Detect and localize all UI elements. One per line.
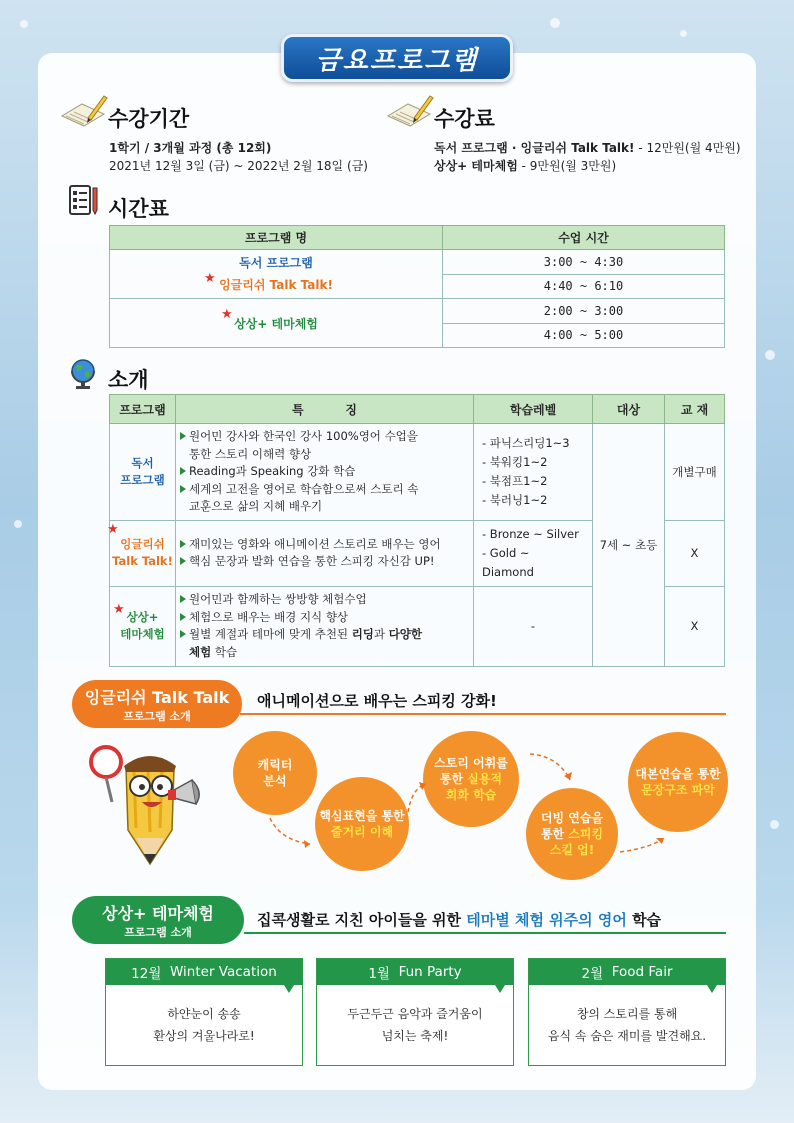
fee-line1-program: 독서 프로그램 · 잉글리쉬 Talk Talk!: [434, 141, 635, 155]
talk-headline: 애니메이션으로 배우는 스피킹 강화!: [257, 692, 497, 710]
feature-text: 학습: [211, 644, 238, 659]
feature-item: [180, 498, 469, 516]
intro-book-theme: X: [665, 586, 725, 666]
intro-col-features: 특 징: [176, 395, 474, 424]
theme-headline-highlight: 테마별 체험 위주의 영어: [466, 911, 627, 929]
schedule-time: 4:40 ~ 6:10: [443, 274, 725, 299]
card-line: 환상의 겨울나라로!: [153, 1029, 255, 1043]
fee-line2: [434, 157, 616, 174]
feature-item: [180, 591, 469, 609]
step-text: 분석: [263, 774, 287, 788]
talk-pill-sub: 프로그램 소개: [123, 709, 191, 723]
fee-line1-price: - 12만원(월 4만원): [634, 141, 741, 155]
talk-headline-underline: [240, 713, 726, 715]
card-month: 1월: [368, 966, 390, 982]
theme-card-january: [316, 958, 514, 1066]
card-body: [529, 985, 725, 1047]
globe-icon: [68, 357, 100, 391]
fee-line1: [434, 139, 741, 156]
period-line2: 2021년 12월 3일 (금) ~ 2022년 2월 18일 (금): [109, 159, 368, 173]
period-line1: 1학기 / 3개월 과정 (총 12회): [109, 141, 272, 155]
card-header: [317, 959, 513, 985]
schedule-program-cell: [110, 250, 443, 299]
intro-program-theme: [110, 586, 176, 666]
intro-level-theme: -: [474, 586, 593, 666]
step-text: 통한: [439, 772, 468, 786]
card-line: 하얀눈이 송송: [167, 1007, 241, 1021]
card-line: 넘치는 축제!: [381, 1029, 449, 1043]
step-text-highlight: 스피킹: [568, 827, 604, 841]
level-item: - 북워킹1~2: [482, 454, 548, 469]
intro-program-theme-l2: 테마체험: [120, 627, 165, 641]
feature-text: 세계의 고전을 영어로 학습함으로써 스토리 속: [189, 481, 419, 496]
step-text-highlight: 실용적: [467, 772, 503, 786]
intro-level-reading: [474, 424, 593, 521]
fee-heading: 수강료: [434, 107, 495, 131]
pencil-mascot-icon: [86, 740, 220, 868]
feature-text-bold: 리딩: [351, 627, 374, 641]
feature-item: [180, 553, 469, 571]
theme-pill-title: 상상+ 테마체험: [102, 903, 214, 923]
intro-features-theme: [176, 586, 474, 666]
schedule-col-program: 프로그램 명: [110, 226, 443, 250]
schedule-program-theme: [110, 299, 443, 348]
intro-col-target: 대상: [593, 395, 665, 424]
step-text: 더빙 연습을: [540, 811, 604, 825]
level-item: - Gold ~ Diamond: [482, 545, 534, 579]
step-text: 스토리 어휘를: [434, 756, 508, 770]
page-title: 금요프로그램: [281, 34, 513, 82]
card-month: 12월: [131, 966, 162, 982]
intro-program-english-l1: 잉글리쉬: [120, 537, 165, 551]
feature-item: [180, 626, 469, 644]
intro-program-english: [107, 520, 176, 586]
step-text: 통한: [540, 827, 569, 841]
intro-col-book: 교 재: [665, 395, 725, 424]
fee-line2-program: 상상+ 테마체험: [434, 159, 518, 173]
snow-dot: [765, 350, 775, 360]
theme-card-february: [528, 958, 726, 1066]
step-text-highlight: 줄거리 이해: [330, 825, 394, 839]
feature-item: [180, 463, 469, 481]
feature-text: 원어민과 함께하는 쌍방향 체험수업: [189, 592, 367, 606]
period-heading: 수강기간: [108, 107, 190, 131]
card-line: 음식 속 숨은 재미를 발견해요.: [547, 1029, 707, 1043]
intro-features-english: [176, 520, 474, 586]
intro-table: [109, 394, 725, 667]
talk-program-pill: [72, 680, 242, 728]
theme-headline-underline: [244, 932, 726, 934]
feature-item: [180, 536, 469, 554]
intro-program-reading-l2: 프로그램: [120, 472, 165, 487]
step-arrows: [257, 740, 680, 860]
theme-card-december: [105, 958, 303, 1066]
snow-dot: [14, 520, 22, 528]
fee-line2-price: - 9만원(월 3만원): [517, 159, 617, 173]
feature-text: 체험으로 배우는 배경 지식 향상: [189, 609, 349, 624]
card-header: [106, 959, 302, 985]
step-text-highlight: 스킬 업!: [549, 843, 595, 857]
level-item: - 파닉스리딩1~3: [482, 435, 570, 450]
intro-book-reading: 개별구매: [665, 424, 725, 521]
card-title: Food Fair: [611, 964, 673, 980]
feature-text-bold: 다양한: [388, 627, 423, 641]
intro-level-english: [474, 520, 593, 586]
checklist-icon: [68, 184, 100, 218]
step-text-highlight: 문장구조 파악: [641, 783, 715, 797]
feature-item: [180, 446, 469, 464]
card-title: Winter Vacation: [170, 964, 277, 980]
snow-dot: [550, 18, 560, 28]
feature-text: 교훈으로 삶의 지혜 배우기: [189, 499, 323, 513]
star-icon: ★: [113, 601, 125, 617]
card-month: 2월: [581, 966, 604, 982]
feature-item: [180, 644, 469, 662]
step-text: 대본연습을 통한: [635, 767, 721, 781]
card-line: 창의 스토리를 통해: [576, 1007, 678, 1021]
intro-col-level: 학습레벨: [474, 395, 593, 424]
theme-pill-sub: 프로그램 소개: [124, 925, 192, 939]
star-icon: ★: [204, 271, 216, 286]
schedule-program-english-label: 잉글리쉬 Talk Talk!: [219, 278, 333, 292]
schedule-program-english: [110, 271, 442, 296]
intro-book-english: X: [665, 520, 725, 586]
level-item: - 북러닝1~2: [482, 492, 548, 507]
star-icon: ★: [107, 521, 119, 537]
bullet-triangle-icon: [180, 557, 186, 565]
schedule-table: [109, 225, 725, 348]
intro-program-theme-l1: 상상+: [126, 610, 159, 624]
theme-headline-part: 학습: [626, 911, 662, 929]
feature-text: 과: [373, 627, 389, 641]
feature-text: 통한 스토리 이해력 향상: [189, 446, 312, 461]
schedule-program-theme-label: 상상+ 테마체험: [234, 316, 318, 331]
intro-heading: 소개: [108, 368, 149, 392]
step-text: 핵심표현을 통한: [319, 809, 405, 823]
feature-text-bold: 체험: [189, 644, 212, 659]
schedule-time: 3:00 ~ 4:30: [443, 250, 725, 275]
card-body: [106, 985, 302, 1047]
notebook-pencil-icon: [384, 92, 434, 130]
snow-dot: [20, 20, 28, 28]
schedule-heading: 시간표: [108, 197, 169, 221]
feature-text: 월별 계절과 테마에 맞게 추천된: [189, 627, 352, 641]
bullet-triangle-icon: [180, 467, 186, 475]
schedule-time: 2:00 ~ 3:00: [443, 299, 725, 324]
feature-item: [180, 428, 469, 446]
feature-item: [180, 481, 469, 499]
notebook-pencil-icon: [58, 92, 108, 130]
feature-text: Reading과 Speaking 강화 학습: [189, 464, 356, 478]
feature-item: [180, 609, 469, 627]
feature-text: 핵심 문장과 발화 연습을 통한 스피킹 자신감 UP!: [189, 554, 435, 568]
card-line: 두근두근 음악과 즐거움이: [347, 1007, 483, 1021]
card-header: [529, 959, 725, 985]
schedule-program-reading: 독서 프로그램: [239, 256, 313, 270]
bullet-triangle-icon: [180, 540, 186, 548]
theme-program-pill: [72, 896, 244, 944]
theme-headline-part: 집콕생활로 지친 아이들을 위한: [257, 911, 467, 929]
bullet-triangle-icon: [180, 595, 186, 603]
feature-text: 원어민 강사와 한국인 강사 100%영어 수업을: [189, 429, 418, 443]
intro-col-program: 프로그램: [110, 395, 176, 424]
snow-dot: [770, 820, 779, 829]
bullet-triangle-icon: [180, 485, 186, 493]
card-title: Fun Party: [398, 964, 462, 980]
step-text-highlight: 회화 학습: [445, 788, 497, 802]
bullet-triangle-icon: [180, 432, 186, 440]
intro-program-reading: [110, 424, 176, 521]
intro-target: 7세 ~ 초등: [593, 424, 665, 667]
level-item: - Bronze ~ Silver: [482, 526, 579, 541]
star-icon: ★: [221, 307, 233, 322]
theme-headline: [257, 909, 661, 930]
card-body: [317, 985, 513, 1047]
snow-dot: [680, 30, 687, 37]
step-text: 캐릭터: [257, 758, 293, 772]
intro-program-reading-l1: 독서: [131, 455, 154, 470]
intro-features-reading: [176, 424, 474, 521]
schedule-col-time: 수업 시간: [443, 226, 725, 250]
feature-text: 재미있는 영화와 애니메이션 스토리로 배우는 영어: [189, 536, 441, 551]
schedule-time: 4:00 ~ 5:00: [443, 323, 725, 348]
bullet-triangle-icon: [180, 630, 186, 638]
level-item: - 북점프1~2: [482, 473, 548, 488]
bullet-triangle-icon: [180, 613, 186, 621]
intro-program-english-l2: Talk Talk!: [112, 554, 173, 568]
talk-pill-title: 잉글리쉬 Talk Talk: [84, 687, 230, 707]
